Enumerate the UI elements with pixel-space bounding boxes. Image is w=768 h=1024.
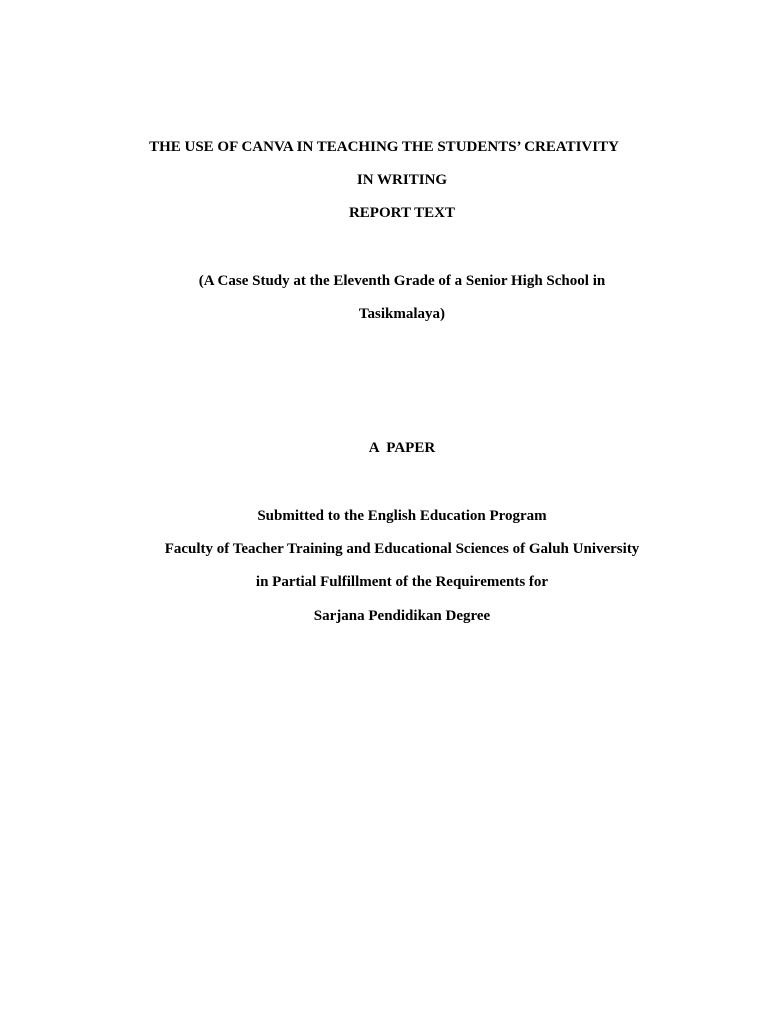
- paper-label: A PAPER: [368, 440, 436, 456]
- title-line-2: IN WRITING: [356, 172, 448, 188]
- submission-line-2: Faculty of Teacher Training and Educational Sciences of Galuh University: [164, 541, 640, 557]
- submission-line-1: Submitted to the English Education Program: [257, 508, 547, 524]
- subtitle-line-1: (A Case Study at the Eleventh Grade of a Senior High School in: [198, 273, 606, 289]
- submission-line-3: in Partial Fulfillment of the Requirements for: [255, 574, 549, 590]
- subtitle-line-2: Tasikmalaya): [358, 306, 446, 322]
- submission-line-4: Sarjana Pendidikan Degree: [313, 608, 491, 624]
- title-line-3: REPORT TEXT: [348, 205, 456, 221]
- title-line-1: THE USE OF CANVA IN TEACHING THE STUDENTS’ CREATIVITY: [149, 139, 619, 155]
